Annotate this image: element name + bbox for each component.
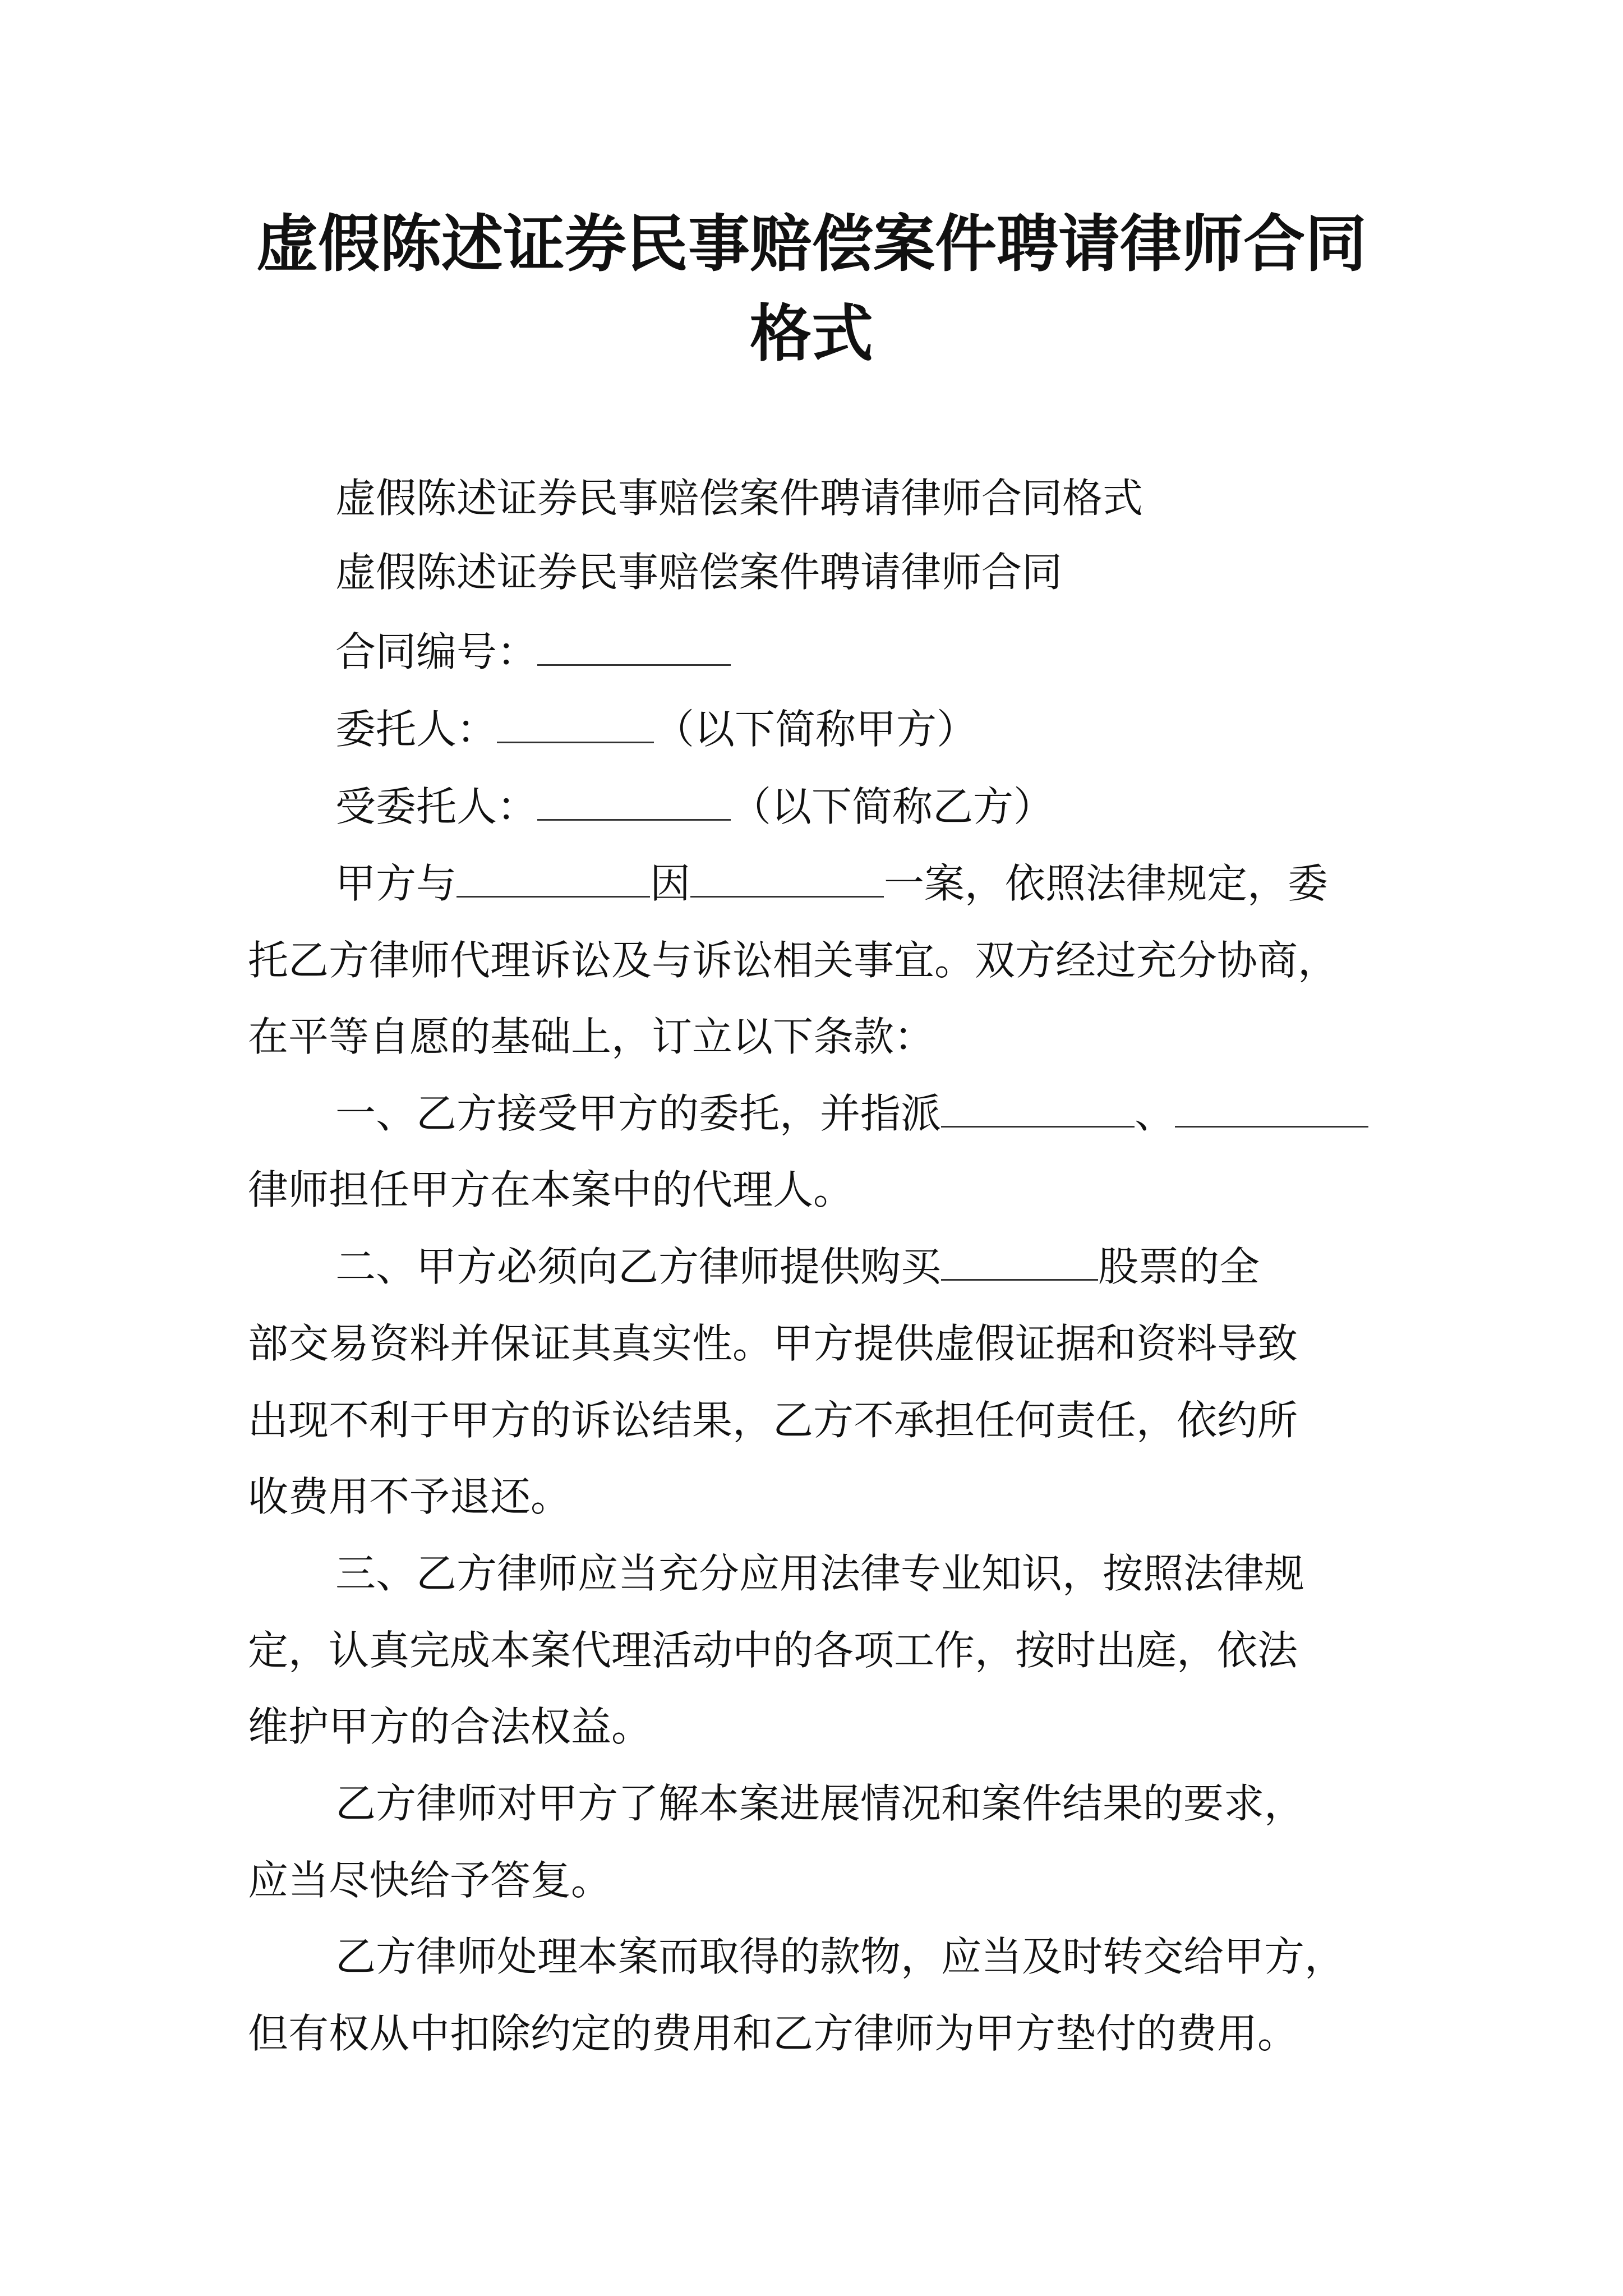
client-row <box>335 701 977 757</box>
article-2-line-2: 部交易资料并保证其真实性。甲方提供虚假证据和资料导致 <box>248 1320 1298 1367</box>
article-1-line-1: 一、乙方接受甲方的委托，并指派 、 <box>335 1085 1368 1142</box>
paragraph-4-line-1: 乙方律师对甲方了解本案进展情况和案件结果的要求， <box>335 1780 1305 1827</box>
intro-paragraph-line-3: 在平等自愿的基础上，订立以下条款： <box>248 1013 935 1060</box>
article-3-line-3: 维护甲方的合法权益。 <box>248 1703 652 1750</box>
intro-cause-blank <box>690 861 884 898</box>
lawyer-1-blank <box>941 1091 1135 1128</box>
stock-blank <box>941 1244 1098 1281</box>
agent-blank <box>537 784 731 821</box>
intro-paragraph-line-2: 托乙方律师代理诉讼及与诉讼相关事宜。双方经过充分协商， <box>248 937 1339 984</box>
article-2-line-3: 出现不利于甲方的诉讼结果，乙方不承担任何责任，依约所 <box>248 1397 1298 1444</box>
paragraph-4-line-2: 应当尽快给予答复。 <box>248 1857 612 1904</box>
agent-label: 受委托人： <box>335 783 538 830</box>
article-2-line-4: 收费用不予退还。 <box>248 1473 571 1520</box>
article-3-line-2: 定，认真完成本案代理活动中的各项工作，按时出庭，依法 <box>248 1627 1298 1674</box>
document-title <box>168 199 1455 379</box>
title-line-1: 虚假陈述证券民事赔偿案件聘请律师合同 <box>256 208 1367 280</box>
intro-party-blank <box>457 861 650 898</box>
intro-paragraph-line-1: 甲方与 因 一案，依照法律规定，委 <box>335 860 1329 907</box>
contract-number-blank <box>537 629 731 666</box>
title-line-2: 格式 <box>750 298 873 370</box>
client-blank <box>497 707 654 743</box>
contract-number-row <box>335 624 731 680</box>
lawyer-2-blank <box>1175 1091 1368 1128</box>
paragraph-5-line-1: 乙方律师处理本案而取得的款物，应当及时转交给甲方， <box>335 1933 1345 1980</box>
contract-number-label: 合同编号： <box>335 628 538 675</box>
agent-suffix: （以下简称乙方） <box>731 783 1054 830</box>
article-3-line-1: 三、乙方律师应当充分应用法律专业知识，按照法律规 <box>335 1550 1305 1597</box>
agent-row <box>335 779 1054 835</box>
heading-line-2: 虚假陈述证券民事赔偿案件聘请律师合同 <box>335 549 1063 596</box>
heading-line-1: 虚假陈述证券民事赔偿案件聘请律师合同格式 <box>335 475 1144 522</box>
client-label: 委托人： <box>335 706 497 753</box>
client-suffix: （以下简称甲方） <box>654 706 978 753</box>
article-2-line-1: 二、甲方必须向乙方律师提供购买 股票的全 <box>335 1243 1260 1290</box>
paragraph-5-line-2: 但有权从中扣除约定的费用和乙方律师为甲方垫付的费用。 <box>248 2010 1298 2057</box>
article-1-line-2: 律师担任甲方在本案中的代理人。 <box>248 1166 854 1213</box>
